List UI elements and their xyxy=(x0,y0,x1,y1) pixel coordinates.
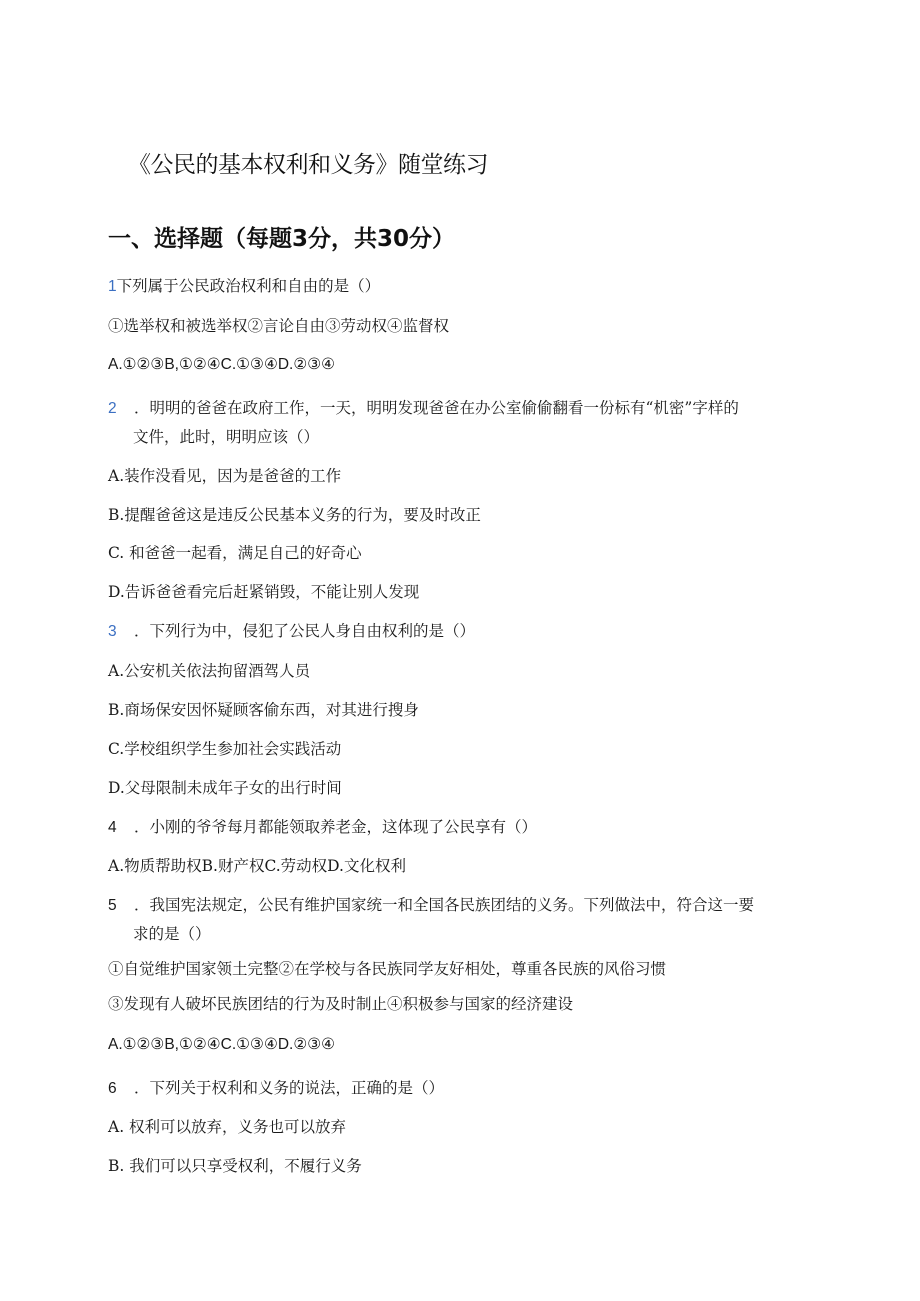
question-stem: ．明明的爸爸在政府工作，一天，明明发现爸爸在办公室偷偷翻看一份标有“机密”字样的 xyxy=(134,399,739,417)
question-5 xyxy=(108,895,754,916)
question-1 xyxy=(108,276,380,297)
question-number: 1 xyxy=(108,278,117,295)
question-stem: ．下列行为中，侵犯了公民人身自由权利的是（） xyxy=(134,622,476,640)
question-5-stem-continued: 求的是（） xyxy=(133,925,211,943)
question-1-items: ①选举权和被选举权②言论自由③劳动权④监督权 xyxy=(108,317,450,335)
question-stem: 下列属于公民政治权利和自由的是（） xyxy=(116,277,381,295)
page-title: 《公民的基本权利和义务》随堂练习 xyxy=(128,152,488,178)
question-2-stem-continued: 文件，此时，明明应该（） xyxy=(133,428,320,446)
option-d: D.父母限制未成年子女的出行时间 xyxy=(108,779,342,797)
question-stem: ．下列关于权利和义务的说法，正确的是（） xyxy=(134,1079,445,1097)
question-number: 3 xyxy=(108,623,117,640)
question-4 xyxy=(108,817,537,838)
option-a: A.装作没看见，因为是爸爸的工作 xyxy=(108,467,342,485)
question-number: 2 xyxy=(108,400,117,417)
option-b: B.提醒爸爸这是违反公民基本义务的行为，要及时改正 xyxy=(108,506,481,524)
question-6 xyxy=(108,1078,444,1099)
question-5-items: ③发现有人破坏民族团结的行为及时制止④积极参与国家的经济建设 xyxy=(108,995,574,1013)
question-5-options: A.①②③B,①②④C.①③④D.②③④ xyxy=(108,1036,336,1053)
option-a: A.公安机关依法拘留酒驾人员 xyxy=(108,662,311,680)
option-c: C.学校组织学生参加社会实践活动 xyxy=(108,740,342,758)
option-b: B.商场保安因怀疑顾客偷东西，对其进行搜身 xyxy=(108,701,419,719)
option-d: D.告诉爸爸看完后赶紧销毁，不能让别人发现 xyxy=(108,583,420,601)
option-c: C. 和爸爸一起看，满足自己的好奇心 xyxy=(108,544,362,562)
question-number: 5 xyxy=(108,897,117,914)
question-number: 4 xyxy=(108,819,117,836)
question-stem: ．我国宪法规定，公民有维护国家统一和全国各民族团结的义务。下列做法中，符合这一要 xyxy=(134,896,755,914)
section-heading: 一、选择题（每题3分，共30分） xyxy=(108,226,456,252)
option-a: A. 权利可以放弃，义务也可以放弃 xyxy=(108,1118,347,1136)
question-1-options: A.①②③B,①②④C.①③④D.②③④ xyxy=(108,356,336,373)
question-4-options: A.物质帮助权B.财产权C.劳动权D.文化权利 xyxy=(108,857,406,875)
question-3 xyxy=(108,621,475,642)
question-number: 6 xyxy=(108,1080,117,1097)
question-stem: ．小刚的爷爷每月都能领取养老金，这体现了公民享有（） xyxy=(134,818,538,836)
question-5-items: ①自觉维护国家领土完整②在学校与各民族同学友好相处，尊重各民族的风俗习惯 xyxy=(108,960,667,978)
option-b: B. 我们可以只享受权利，不履行义务 xyxy=(108,1157,362,1175)
question-2 xyxy=(108,398,739,419)
